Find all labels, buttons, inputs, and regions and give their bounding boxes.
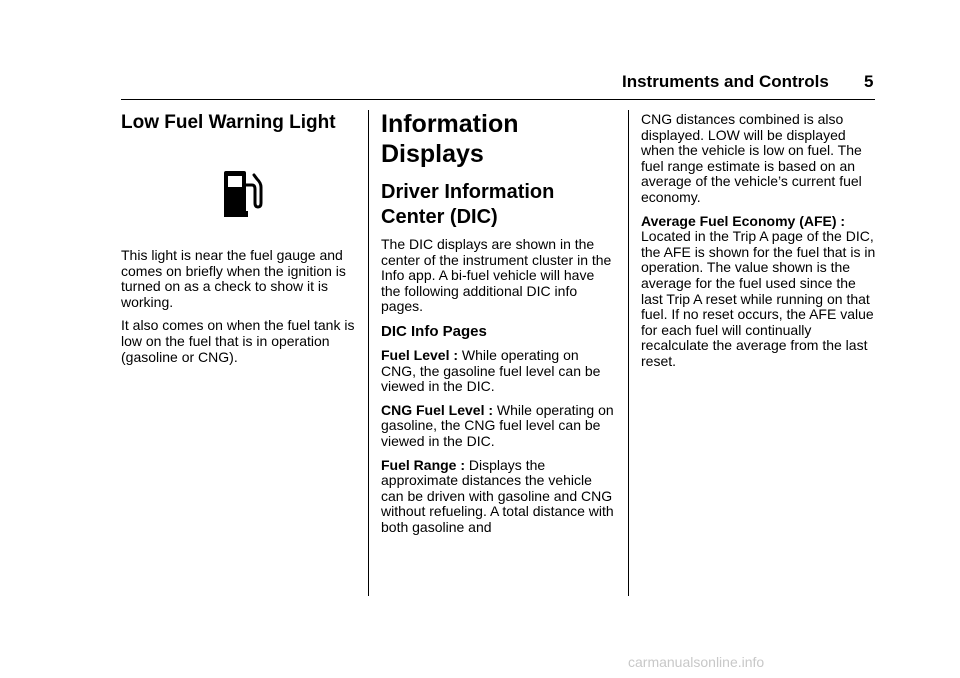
low-fuel-heading: Low Fuel Warning Light	[121, 112, 336, 133]
low-fuel-para-2: It also comes on when the fuel tank is low on the fuel that is in operation (gasoline or CNG).	[121, 317, 355, 365]
cng-fuel-level-term: CNG Fuel Level :	[381, 401, 494, 418]
afe-term: Average Fuel Economy (AFE) :	[641, 212, 846, 229]
cng-fuel-level-item	[381, 403, 617, 450]
afe-item	[641, 214, 877, 370]
fuel-range-text: Displays the approximate distances the vehicle can be driven with gasoline and CNG without refueling. A total distance with both gasoline and	[381, 456, 614, 535]
low-fuel-para-1: This light is near the fuel gauge and comes on briefly when the ignition is turned on as a check to show it is working.	[121, 247, 346, 310]
header-rule	[121, 99, 875, 100]
fuel-level-term: Fuel Level :	[381, 346, 459, 363]
page-number: 5	[864, 72, 874, 91]
column-1	[121, 112, 357, 134]
fuel-pump-icon	[224, 171, 266, 217]
watermark: carmanualsonline.info	[628, 654, 765, 670]
afe-text: Located in the Trip A page of the DIC, the AFE is shown for the fuel that is in operation. The value shown is the average for the fuel used since the last Trip A reset while running on that fuel. If no reset occurs, the AFE value for each fuel will continually recalculate the average from the last reset.	[641, 228, 876, 369]
column-divider-left	[368, 110, 369, 596]
cng-fuel-level-text: While operating on gasoline, the CNG fuel level can be viewed in the DIC.	[381, 401, 614, 449]
dic-heading: Driver Information Center (DIC)	[381, 181, 555, 228]
fuel-range-continuation: CNG distances combined is also displayed. LOW will be displayed when the vehicle is low on fuel. The fuel range estimate is based on an average of the vehicle’s current fuel economy.	[641, 111, 862, 205]
low-fuel-body	[121, 248, 357, 373]
dic-intro: The DIC displays are shown in the center of the instrument cluster in the Info app. A bi-fuel vehicle will have the following additional DIC info pages.	[381, 236, 612, 315]
information-displays-heading: Information Displays	[381, 110, 519, 168]
fuel-range-term: Fuel Range :	[381, 456, 466, 473]
column-divider-right	[628, 110, 629, 596]
column-3	[641, 112, 877, 378]
fuel-level-text: While operating on CNG, the gasoline fuel level can be viewed in the DIC.	[381, 346, 601, 395]
fuel-level-item	[381, 348, 617, 395]
fuel-range-item	[381, 458, 617, 536]
column-2	[381, 109, 617, 544]
dic-info-pages-heading: DIC Info Pages	[381, 322, 487, 340]
page-section-title: Instruments and Controls	[622, 72, 829, 91]
